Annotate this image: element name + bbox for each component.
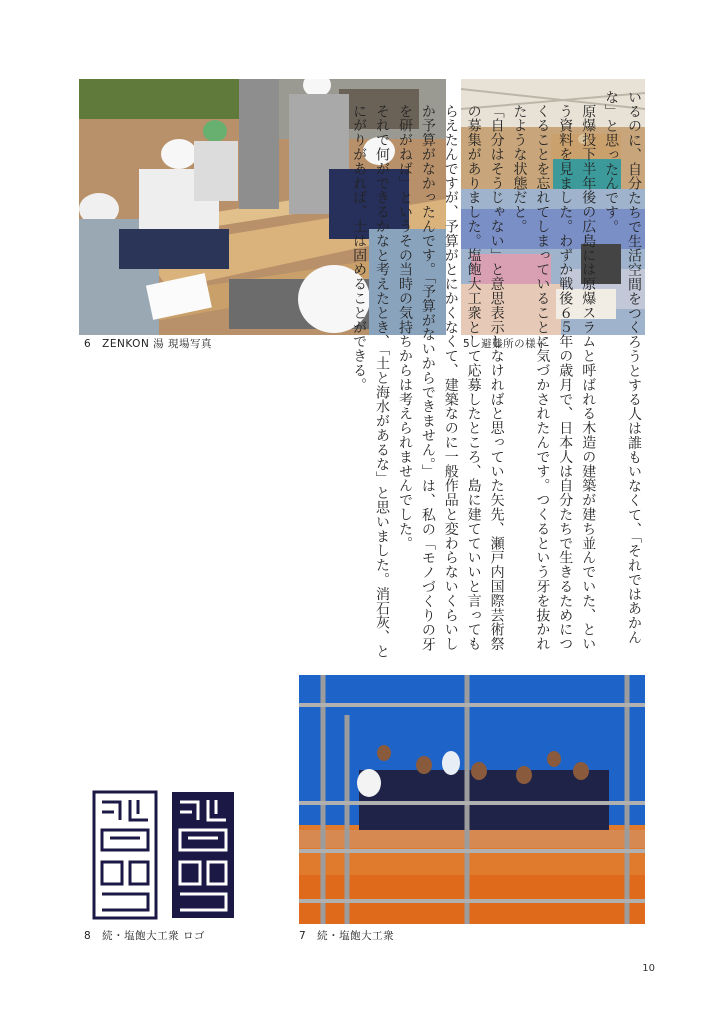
body-text [95, 90, 645, 660]
caption-photo-8: 8 続・塩飽大工衆 ロゴ [84, 930, 206, 942]
body-paragraph-3: 「自分はそうじゃない」と意思表示しなければと思っていた矢先、瀬戸内国際芸術祭の募集がありました。塩飽大工衆として応募したところ、島に建てていいと言ってもらえたんですが、予算がとにかくなくて、建築なのに一般作品と変わらないくらいしか予算がなかったんです。「予算がないからできません。」は、私の「モノづくりの牙を研がねば」というその当時の気持ちからは考えられませんでした。 [396, 104, 505, 652]
caption-photo-5: 5 避難所の様子 [463, 338, 548, 350]
logo-shiwaku-daikushu [92, 790, 236, 920]
photo-shiwaku-daikushu-team [299, 675, 645, 924]
body-paragraph-4: それで何ができるかなと考えたとき、「土と海水があるな」と思いました。消石灰、とにがりがあれば、土は固めることができる。 [351, 104, 391, 659]
caption-photo-7: 7 続・塩飽大工衆 [299, 930, 395, 942]
caption-photo-6: 6 ZENKON 湯 現場写真 [84, 338, 212, 350]
body-paragraph-1: いるのに、自分たちで生活空間をつくろうとする人は誰もいなくて、「それではあかんな」と思ったんです。 [603, 90, 642, 645]
body-paragraph-2: 原爆投下半年後の広島には原爆スラムと呼ばれる木造の建築が建ち並んでいた、という資料を見ました。わずか戦後６５年の歳月で、日本人は自分たちで生きるためにつくることを忘れてしまっていることに気づかされたんです。つくるという牙を抜かれたような状態だと。 [511, 104, 597, 652]
page-number: 10 [642, 963, 655, 974]
